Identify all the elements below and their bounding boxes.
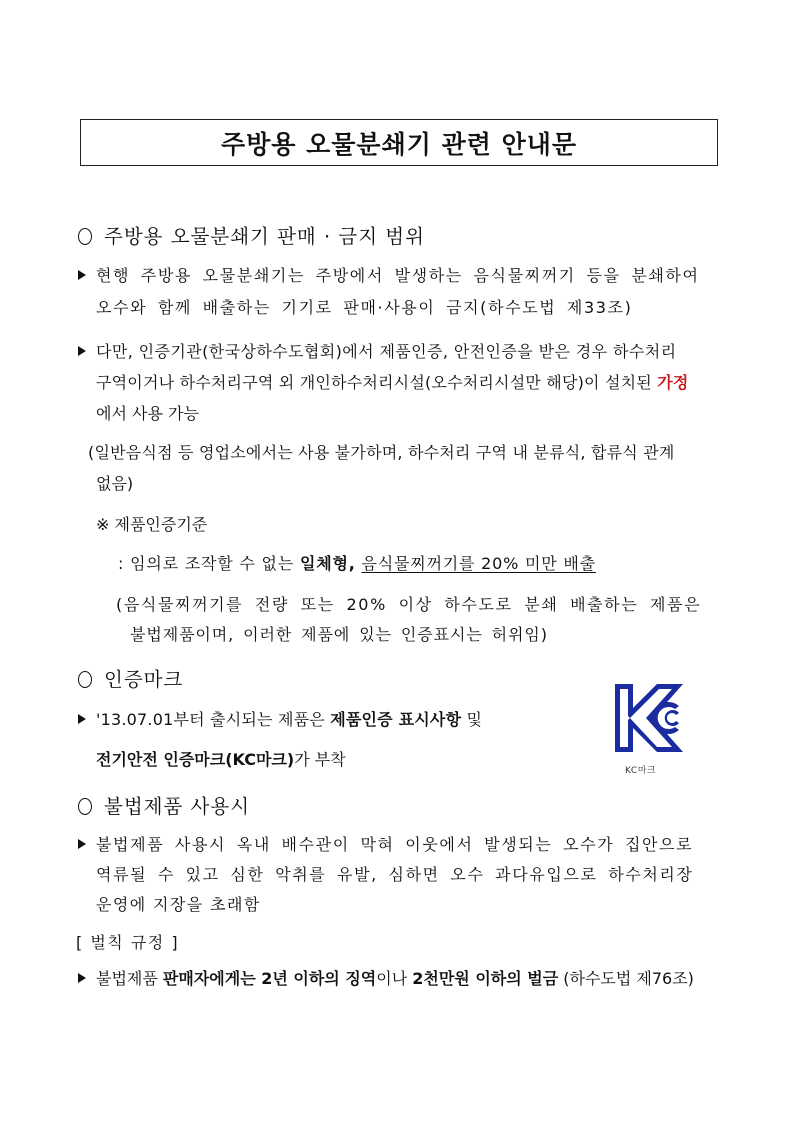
kc-mark-caption: KC마크 [625,766,657,776]
circle-bullet-icon [78,671,92,688]
criteria-label: ※ 제품인증기준 [96,515,208,534]
section-heading-cert-mark: 인증마크 [78,664,183,692]
criteria-underlined: 음식물찌꺼기를 20% 미만 배출 [361,554,596,573]
bullet-penalty: 불법제품 판매자에게는 2년 이하의 징역이나 2천만원 이하의 벌금 (하수도법 제76조) [78,966,694,989]
criteria-note-line1: (음식물찌꺼기를 전량 또는 20% 이상 하수도로 분쇄 배출하는 제품은 [116,595,702,614]
bullet-cert-line1: '13.07.01부터 출시되는 제품은 제품인증 표시사항 및 [78,707,482,730]
bullet-exception-line1: 다만, 인증기관(한국상하수도협회)에서 제품인증, 안전인증을 받은 경우 하수처리 [78,339,676,362]
bullet-exception-line3: 에서 사용 가능 [96,404,199,423]
triangle-bullet-icon [78,270,86,280]
criteria-note-line2: 불법제품이며, 이러한 제품에 있는 인증표시는 허위임) [130,625,548,644]
highlight-household: 가정 [657,373,689,392]
triangle-bullet-icon [78,839,86,849]
section-heading-illegal-use: 불법제품 사용시 [78,791,250,819]
bullet-cert-line2: 전기안전 인증마크(KC마크)가 부착 [96,750,346,769]
bullet-illegal-line2: 역류될 수 있고 심한 악취를 유발, 심하면 오수 과다유입으로 하수처리장 [96,865,694,884]
section-heading-sales-ban: 주방용 오물분쇄기 판매 · 금지 범위 [78,221,425,249]
bullet-illegal-line3: 운영에 지장을 초래함 [96,895,261,914]
triangle-bullet-icon [78,346,86,356]
circle-bullet-icon [78,798,92,815]
bullet-current-ban-line2: 오수와 함께 배출하는 기기로 판매·사용이 금지(하수도법 제33조) [96,298,633,317]
circle-bullet-icon [78,228,92,245]
criteria-text: : 임의로 조작할 수 없는 일체형, 음식물찌꺼기를 20% 미만 배출 [118,554,596,573]
document-title: 주방용 오물분쇄기 관련 안내문 [220,129,578,159]
bullet-illegal-line1: 불법제품 사용시 옥내 배수관이 막혀 이웃에서 발생되는 오수가 집안으로 [78,832,693,855]
bullet-current-ban-line1: 현행 주방용 오물분쇄기는 주방에서 발생하는 음식물찌꺼기 등을 분쇄하여 [78,263,700,286]
kc-mark-logo-icon [613,682,685,754]
triangle-bullet-icon [78,714,86,724]
note-restaurant-line1: (일반음식점 등 영업소에서는 사용 불가하며, 하수처리 구역 내 분류식, 합류식 관계 [88,443,675,462]
triangle-bullet-icon [78,973,86,983]
document-title-box [80,119,718,166]
penalty-heading: [ 벌칙 규정 ] [76,933,180,952]
note-restaurant-line2: 없음) [96,474,134,493]
bullet-exception-line2: 구역이거나 하수처리구역 외 개인하수처리시설(오수처리시설만 해당)이 설치된 가정 [96,373,689,392]
